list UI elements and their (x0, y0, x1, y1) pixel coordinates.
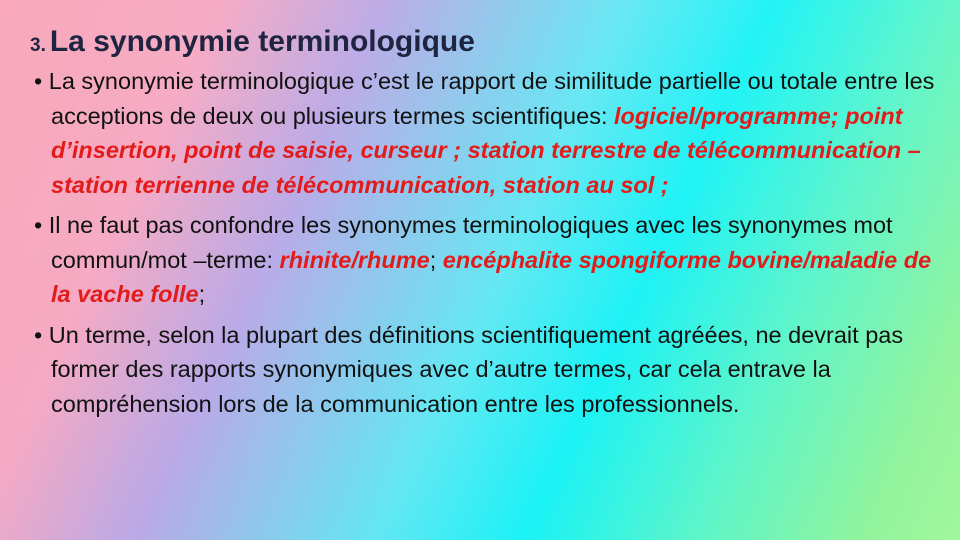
slide-title (30, 20, 930, 64)
bullet-2-part-1: Il ne faut pas confondre les synonymes terminologiques avec les synonymes mot commun/mot –terme: (48, 212, 893, 273)
bullet-1-red-examples: logiciel/programme; point d’insertion, point de saisie, curseur ; station terrestre de télécommunication – station terrienne de télécommunication, station au sol ; (51, 102, 921, 198)
bullet-text-3 (34, 318, 943, 422)
bullet-item-3 (18, 318, 943, 422)
bullet-3-part-1: Un terme, selon la plupart des définitions scientifiquement agréées, ne devrait pas former des rapports synonymiques avec d’autre termes, car cela entrave la compréhension lors de la communication entre les professionnels. (48, 321, 904, 417)
bullet-2-red-example-2: encéphalite spongiforme bovine/maladie de la vache folle (51, 246, 932, 307)
bullet-text-2 (34, 208, 943, 312)
bullet-glyph: • (34, 321, 43, 348)
bullet-2-separator: ; (429, 246, 443, 273)
bullet-2-end: ; (198, 281, 206, 307)
title-number: 3. (30, 35, 46, 56)
bullet-text-1 (34, 64, 943, 202)
bullet-2-red-example-1: rhinite/rhume (279, 246, 430, 273)
bullet-glyph: • (34, 68, 43, 94)
title-text: La synonymie terminologique (49, 25, 475, 58)
bullet-list (18, 64, 943, 427)
bullet-item-1 (18, 64, 943, 202)
bullet-item-2 (18, 208, 943, 312)
bullet-glyph: • (34, 212, 43, 238)
bullet-1-part-1: La synonymie terminologique c’est le rapport de similitude partielle ou totale entre les acceptions de deux ou plusieurs termes scientifiques: (48, 68, 935, 129)
